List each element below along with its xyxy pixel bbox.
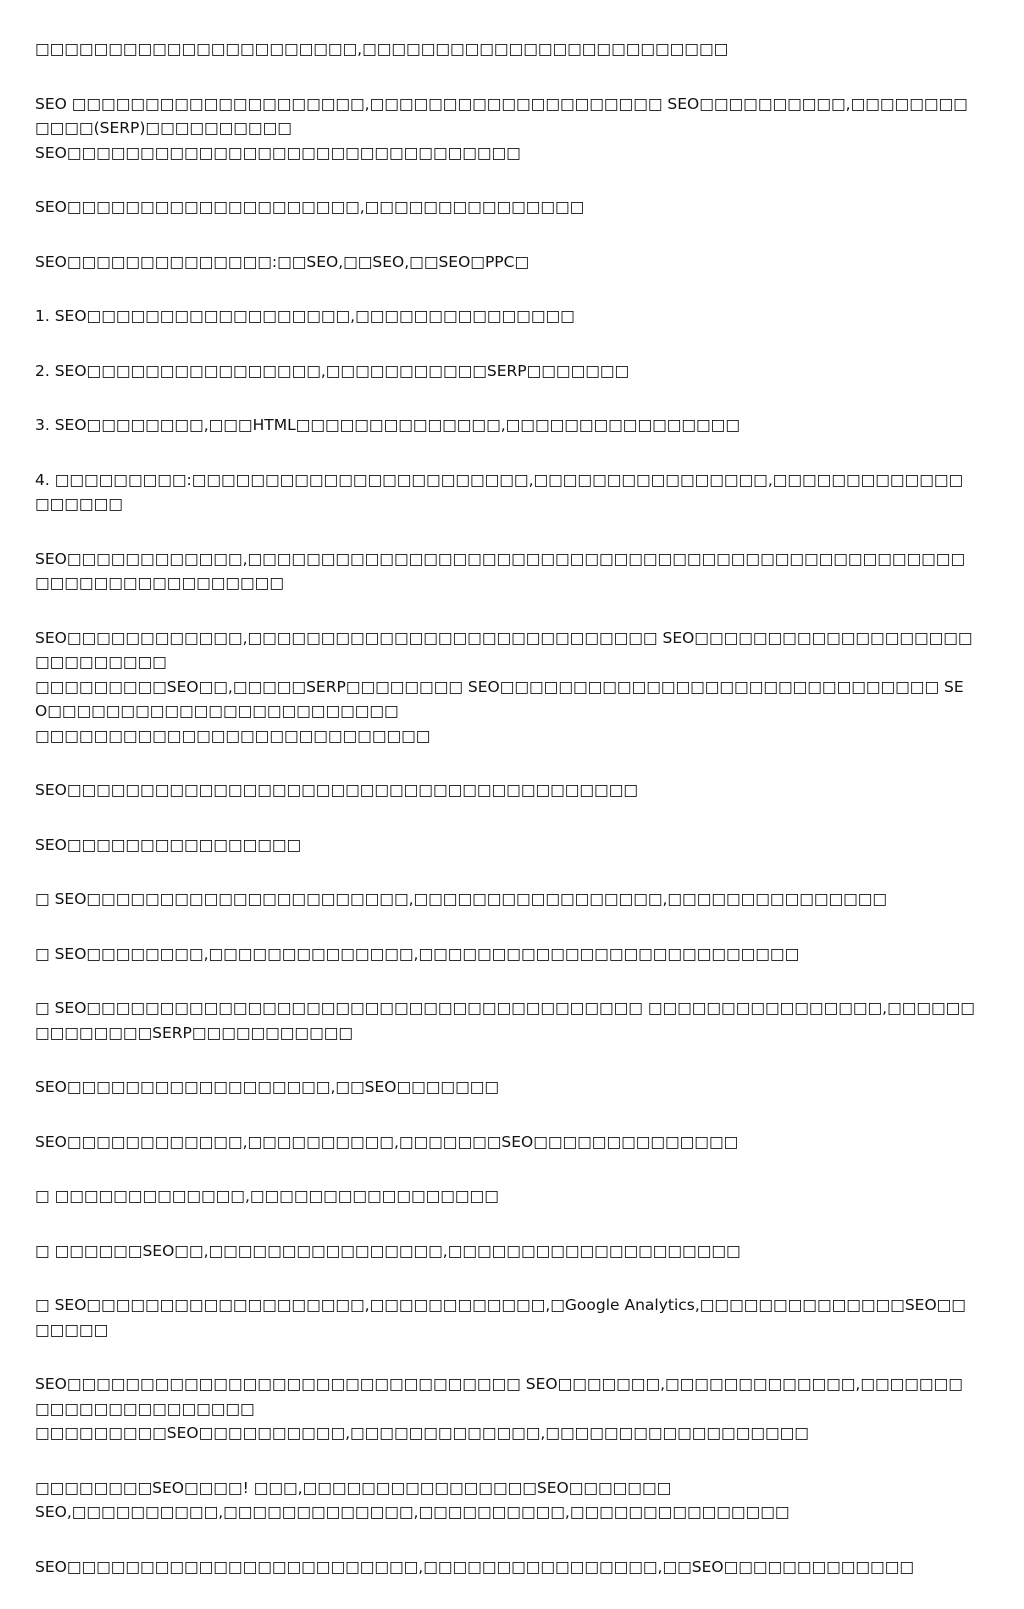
list-item-4: 4. □□□□□□□□□:□□□□□□□□□□□□□□□□□□□□□□□,□□□□□□□□□□□□□□□□,□□□□□□□□□□□□□□□□□□□ [35,470,964,513]
paragraph-8: SEO□□□□□□□□□□□□□□□□ [35,835,302,854]
paragraph-7: SEO□□□□□□□□□□□□□□□□□□□□□□□□□□□□□□□□□□□□□□□ [35,781,638,799]
paragraph-1: □□□□□□□□□□□□□□□□□□□□□□,□□□□□□□□□□□□□□□□□□□□□□□□□ [35,40,729,58]
bullet-item-3: □ SEO□□□□□□□□□□□□□□□□□□□□□□□□□□□□□□□□□□□□□□ □□□□□□□□□□□□□□□□,□□□□□□□□□□□□□□SERP□□□□□□□□□□□ [35,999,975,1042]
paragraph-10: SEO□□□□□□□□□□□□,□□□□□□□□□□,□□□□□□□SEO□□□□□□□□□□□□□□ [35,1132,739,1151]
paragraph-13: SEO□□□□□□□□□□□□□□□□□□□□□□□□,□□□□□□□□□□□□□□□□,□□SEO□□□□□□□□□□□□□ [35,1557,914,1576]
document-body [35,37,975,1609]
bullet-item-1: □ SEO□□□□□□□□□□□□□□□□□□□□□□,□□□□□□□□□□□□□□□□□,□□□□□□□□□□□□□□□ [35,890,888,908]
list-item-2: 2. SEO□□□□□□□□□□□□□□□□,□□□□□□□□□□□SERP□□□□□□□ [35,361,630,380]
paragraph-2: SEO □□□□□□□□□□□□□□□□□□□□,□□□□□□□□□□□□□□□□□□□□ SEO□□□□□□□□□□,□□□□□□□□□□□□(SERP)□□□□□□□□□□ SEO□□□□□□□□□□□□□□□□□□□□□□□□□□□□□□□ [35,94,968,162]
paragraph-9: SEO□□□□□□□□□□□□□□□□□□,□□SEO□□□□□□□ [35,1078,500,1096]
list-item-3: 3. SEO□□□□□□□□,□□□HTML□□□□□□□□□□□□□□,□□□□□□□□□□□□□□□□ [35,416,740,434]
paragraph-11: SEO□□□□□□□□□□□□□□□□□□□□□□□□□□□□□□□ SEO□□□□□□□,□□□□□□□□□□□□□,□□□□□□□□□□□□□□□□□□□□□□ □□□□□□□□□SEO□□□□□□□□□□,□□□□□□□□□□□□□,□□□□□□□□□□□□□□□□□□ [35,1375,963,1442]
paragraph-4: SEO□□□□□□□□□□□□□□:□□SEO,□□SEO,□□SEO□PPC□ [35,252,530,271]
bullet-item-5: □ □□□□□□SEO□□,□□□□□□□□□□□□□□□□,□□□□□□□□□□□□□□□□□□□□ [35,1241,741,1260]
paragraph-3: SEO□□□□□□□□□□□□□□□□□□□□,□□□□□□□□□□□□□□□ [35,198,585,216]
paragraph-6: SEO□□□□□□□□□□□□,□□□□□□□□□□□□□□□□□□□□□□□□□□□□ SEO□□□□□□□□□□□□□□□□□□□□□□□□□□□□ □□□□□□□□□SEO□□,□□□□□SERP□□□□□□□□ SEO□□□□□□□□□□□□□□□□□□□□□□□□□□□□□□ SEO□□□□□□□□□□□□□□□□□□□□□□□□ □□□□□□□□□□□□□□□□□□□□□□□□□□□ [35,628,973,745]
paragraph-5: SEO□□□□□□□□□□□□,□□□□□□□□□□□□□□□□□□□□□□□□□□□□□□□□□□□□□□□□□□□□□□□□□□□□□□□□□□□□□□□□□□ [35,549,966,592]
bullet-item-4: □ □□□□□□□□□□□□□,□□□□□□□□□□□□□□□□□ [35,1187,499,1205]
list-item-1: 1. SEO□□□□□□□□□□□□□□□□□□,□□□□□□□□□□□□□□□ [35,307,575,325]
paragraph-12: □□□□□□□□SEO□□□□! □□□,□□□□□□□□□□□□□□□□SEO□□□□□□□ SEO,□□□□□□□□□□,□□□□□□□□□□□□□,□□□□□□□□□□,□□□□□□□□□□□□□□□ [35,1478,790,1521]
bullet-item-6: □ SEO□□□□□□□□□□□□□□□□□□□,□□□□□□□□□□□□,□Google Analytics,□□□□□□□□□□□□□□SEO□□□□□□□ [35,1296,966,1339]
bullet-item-2: □ SEO□□□□□□□□,□□□□□□□□□□□□□□,□□□□□□□□□□□□□□□□□□□□□□□□□□ [35,944,800,963]
